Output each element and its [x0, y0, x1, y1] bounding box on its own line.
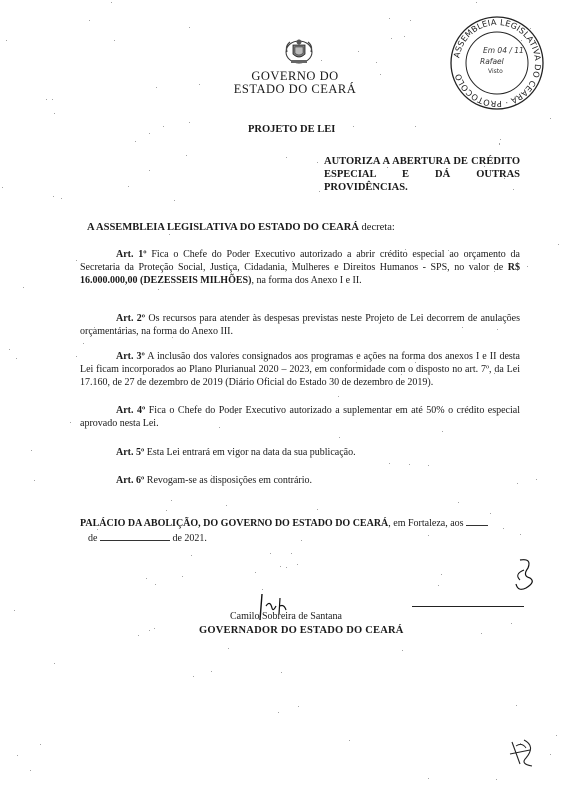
scan-speck: [520, 534, 521, 535]
scan-speck: [70, 422, 71, 423]
scan-speck: [54, 663, 55, 664]
scan-speck: [2, 187, 3, 188]
preamble: [87, 222, 395, 233]
scan-speck: [149, 170, 150, 171]
article-label: Art. 4º: [116, 405, 146, 416]
scan-speck: [496, 779, 497, 780]
article-text: Fica o Chefe do Poder Executivo autorizado a suplementar em até 50% o crédito especial aprovado nesta Lei.: [80, 405, 520, 430]
signer-role: GOVERNADOR DO ESTADO DO CEARÁ: [199, 625, 404, 636]
scan-speck: [511, 623, 512, 624]
scan-speck: [169, 234, 170, 235]
scan-speck: [441, 574, 442, 575]
scan-speck: [481, 633, 482, 634]
scan-speck: [409, 464, 410, 465]
scan-speck: [199, 84, 200, 85]
article-label: Art. 6º: [116, 475, 145, 486]
article-4: [80, 404, 520, 430]
article-label: Art. 5º: [116, 447, 145, 458]
scan-speck: [149, 630, 150, 631]
scan-speck: [76, 356, 77, 357]
scan-speck: [286, 567, 287, 568]
article-1: [80, 248, 520, 288]
signer-name: Camilo Sobreira de Santana: [230, 611, 342, 622]
scan-speck: [23, 287, 24, 288]
closing-de-1: de: [88, 532, 98, 544]
scan-speck: [34, 480, 35, 481]
article-label: Art. 1º: [116, 249, 147, 260]
article-text: Os recursos para atender às despesas previstas neste Projeto de Lei decorrem de anulações orçamentárias, na forma do Anexo III.: [80, 313, 520, 338]
scan-speck: [149, 133, 150, 134]
article-label: Art. 3º: [116, 351, 145, 362]
scan-speck: [291, 553, 292, 554]
document-title: PROJETO DE LEI: [248, 124, 336, 135]
scan-speck: [255, 572, 256, 573]
stamp-ring-text: ASSEMBLEIA LEGISLATIVA DO CEARÁ · PROTOCOLO: [451, 16, 544, 110]
scan-speck: [278, 712, 279, 713]
month-blank: [100, 531, 170, 541]
scan-speck: [30, 770, 31, 771]
scan-speck: [89, 20, 90, 21]
scan-speck: [550, 754, 551, 755]
scan-speck: [280, 566, 281, 567]
scan-speck: [353, 126, 354, 127]
scan-speck: [9, 349, 10, 350]
article-5: [80, 446, 520, 459]
gov-line-2: ESTADO DO CEARÁ: [233, 82, 357, 96]
scan-speck: [389, 463, 390, 464]
article-3: [80, 350, 520, 390]
scan-speck: [53, 196, 54, 197]
scan-speck: [128, 186, 129, 187]
scan-speck: [349, 740, 350, 741]
scan-speck: [14, 610, 15, 611]
scan-speck: [389, 18, 390, 19]
article-6: [80, 474, 520, 487]
scan-speck: [189, 27, 190, 28]
day-blank: [466, 516, 488, 526]
scan-speck: [262, 589, 263, 590]
scan-speck: [189, 122, 190, 123]
scan-speck: [402, 650, 403, 651]
closing-year: de 2021.: [172, 532, 207, 544]
scan-speck: [156, 87, 157, 88]
scan-speck: [550, 118, 551, 119]
article-2: [80, 312, 520, 338]
preamble-assembly: A ASSEMBLEIA LEGISLATIVA DO ESTADO DO CEARÁ: [87, 222, 359, 233]
scan-speck: [428, 778, 429, 779]
scan-speck: [410, 20, 411, 21]
scan-speck: [286, 157, 287, 158]
scan-speck: [17, 755, 18, 756]
article-text-end: , na forma dos Anexo I e II.: [251, 275, 362, 287]
scan-speck: [135, 141, 136, 142]
scan-speck: [270, 553, 271, 554]
scan-speck: [211, 671, 212, 672]
scan-speck: [428, 465, 429, 466]
scan-speck: [317, 162, 318, 163]
scan-speck: [500, 139, 501, 140]
scan-speck: [163, 126, 164, 127]
signature-line: [412, 606, 524, 607]
scan-speck: [281, 672, 282, 673]
article-amount: R$ 16.000.000,00 (DEZESSEIS MILHÕES): [80, 262, 520, 287]
preamble-verb: decreta:: [358, 222, 395, 233]
scan-speck: [154, 628, 155, 629]
scan-speck: [438, 585, 439, 586]
article-text: Revogam-se as disposições em contrário.: [144, 475, 313, 486]
scan-speck: [338, 396, 339, 397]
scan-speck: [158, 289, 159, 290]
article-label: Art. 2º: [116, 313, 146, 324]
scan-speck: [83, 343, 84, 344]
scan-speck: [174, 200, 175, 201]
scan-speck: [76, 260, 77, 261]
stamp-date: Em 04 / 11: [483, 46, 524, 55]
scan-speck: [321, 60, 322, 61]
scan-speck: [499, 144, 500, 145]
scan-speck: [31, 450, 32, 451]
article-text: A inclusão dos valores consignados aos programas e ações na forma dos anexos I e II desta Lei ficam incorporados ao Plano Plurianual 2020 – 2023, em conformidade com o disposto no art. 7º, da Lei 17.160, de 27 de dezembro de 2019 (Diário Oficial do Estado 30 de dezembro de 2019).: [80, 351, 520, 389]
scan-speck: [114, 40, 115, 41]
scan-speck: [319, 191, 320, 192]
scan-speck: [358, 51, 359, 52]
scan-speck: [61, 198, 62, 199]
scan-speck: [376, 62, 377, 63]
scan-speck: [155, 584, 156, 585]
article-text: Esta Lei entrará em vigor na data da sua publicação.: [144, 447, 356, 458]
stamp-role: Visto: [488, 68, 503, 75]
scan-speck: [186, 155, 187, 156]
scan-speck: [317, 509, 318, 510]
scan-speck: [476, 2, 477, 3]
scan-speck: [298, 706, 299, 707]
scan-speck: [54, 113, 55, 114]
scan-speck: [380, 74, 381, 75]
scan-speck: [404, 36, 405, 37]
scan-speck: [16, 358, 17, 359]
scan-speck: [166, 510, 167, 511]
scan-speck: [458, 502, 459, 503]
scan-speck: [442, 431, 443, 432]
scan-speck: [391, 38, 392, 39]
margin-initials: [510, 556, 540, 596]
scan-speck: [558, 244, 559, 245]
scan-speck: [339, 437, 340, 438]
closing-palace: PALÁCIO DA ABOLIÇÃO, DO GOVERNO DO ESTADO DO CEARÁ: [80, 518, 389, 529]
scan-speck: [527, 266, 528, 267]
scan-speck: [193, 676, 194, 677]
scan-speck: [226, 505, 227, 506]
footer-initials: [506, 736, 538, 770]
gov-line-1: GOVERNO DO: [251, 69, 339, 83]
bill-summary: AUTORIZA A ABERTURA DE CRÉDITO ESPECIAL E DÁ OUTRAS PROVIDÊNCIAS.: [324, 156, 520, 193]
government-header: [230, 70, 360, 96]
scan-speck: [228, 648, 229, 649]
article-text: Fica o Chefe do Poder Executivo autorizado a abrir crédito especial ao orçamento da Secretaria da Proteção Social, Justiça, Cidadania, Mulheres e Direitos Humanos - SPS, no valor de: [80, 249, 521, 274]
scan-speck: [52, 99, 53, 100]
scan-speck: [297, 564, 298, 565]
scan-speck: [111, 2, 112, 3]
closing-city: , em Fortaleza, aos: [388, 518, 464, 529]
scan-speck: [415, 126, 416, 127]
scan-speck: [138, 635, 139, 636]
state-coat-of-arms-icon: [284, 36, 314, 66]
scan-speck: [191, 555, 192, 556]
scan-speck: [40, 744, 41, 745]
stamp-signature: Rafael: [480, 57, 504, 66]
closing-formula: [80, 516, 520, 545]
scan-speck: [146, 578, 147, 579]
scan-speck: [536, 479, 537, 480]
scan-speck: [6, 40, 7, 41]
scan-speck: [171, 500, 172, 501]
scan-speck: [499, 143, 500, 144]
scan-speck: [490, 513, 491, 514]
scan-speck: [46, 99, 47, 100]
scan-speck: [516, 705, 517, 706]
scan-speck: [182, 576, 183, 577]
scan-speck: [556, 735, 557, 736]
